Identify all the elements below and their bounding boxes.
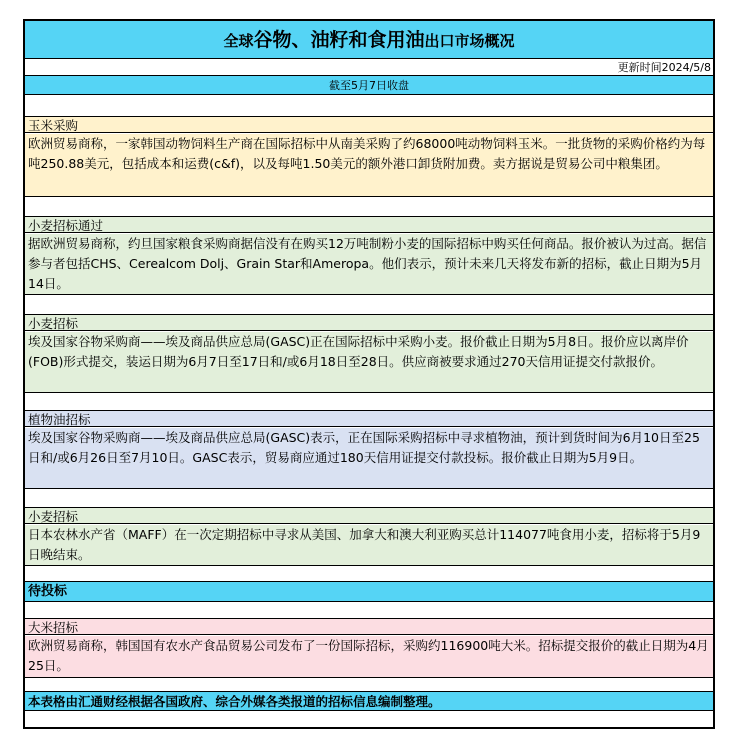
section-text-wheat-japan: 日本农林水产省（MAFF）在一次定期招标中寻求从美国、加拿大和澳大利亚购买总计114077吨食用小麦，招标将于5月9日晚结束。: [25, 525, 713, 566]
section-text-wheat-passed: 据欧洲贸易商称，约旦国家粮食采购商据信没有在购买12万吨制粉小麦的国际招标中购买任何商品。报价被认为过高。据信参与者包括CHS、Cerealcom Dolj、Grain Star和Ameropa。他们表示，预计未来几天将发布新的招标，截止日期为5月14日。: [25, 234, 713, 295]
section-label-wheat-egypt: 小麦招标: [25, 314, 713, 331]
section-label-wheat-japan: 小麦招标: [25, 507, 713, 524]
section-label-veg-oil: 植物油招标: [25, 410, 713, 427]
section-text-rice: 欧洲贸易商称，韩国国有农水产食品贸易公司发布了一份国际招标，采购约116900吨大米。招标提交报价的截止日期为4月25日。: [25, 636, 713, 678]
cutoff-note: 截至5月7日收盘: [25, 76, 713, 95]
section-text-corn: 欧洲贸易商称，一家韩国动物饲料生产商在国际招标中从南美采购了约68000吨动物饲料玉米。一批货物的采购价格约为每吨250.88美元，包括成本和运费(c&f)，以及每吨1.50美元的额外港口卸货附加费。卖方据说是贸易公司中粮集团。: [25, 134, 713, 197]
section-text-veg-oil: 埃及国家谷物采购商——埃及商品供应总局(GASC)表示，正在国际采购招标中寻求植物油，预计到货时间为6月10日至25日和/或6月26日至7月10日。GASC表示，贸易商应通过180天信用证提交付款投标。报价截止日期为5月9日。: [25, 428, 713, 489]
title-part-export: 出口市场概况: [424, 32, 515, 50]
footer-note: 本表格由汇通财经根据各国政府、综合外媒各类报道的招标信息编制整理。: [25, 691, 713, 711]
page-title: [25, 21, 713, 59]
title-part-global: 全球: [223, 32, 254, 50]
title-part-commodities: 谷物、油籽和食用油: [253, 29, 425, 51]
section-label-wheat-passed: 小麦招标通过: [25, 216, 713, 233]
section-label-rice: 大米招标: [25, 618, 713, 635]
pending-header: 待投标: [25, 581, 713, 602]
update-time: 更新时间2024/5/8: [25, 59, 713, 76]
section-text-wheat-egypt: 埃及国家谷物采购商——埃及商品供应总局(GASC)正在国际招标中采购小麦。报价截止日期为5月8日。报价应以离岸价(FOB)形式提交，装运日期为6月7日至17日和/或6月18日至28日。供应商被要求通过270天信用证提交付款报价。: [25, 332, 713, 393]
market-overview-sheet: [23, 19, 715, 729]
section-label-corn: 玉米采购: [25, 116, 713, 133]
